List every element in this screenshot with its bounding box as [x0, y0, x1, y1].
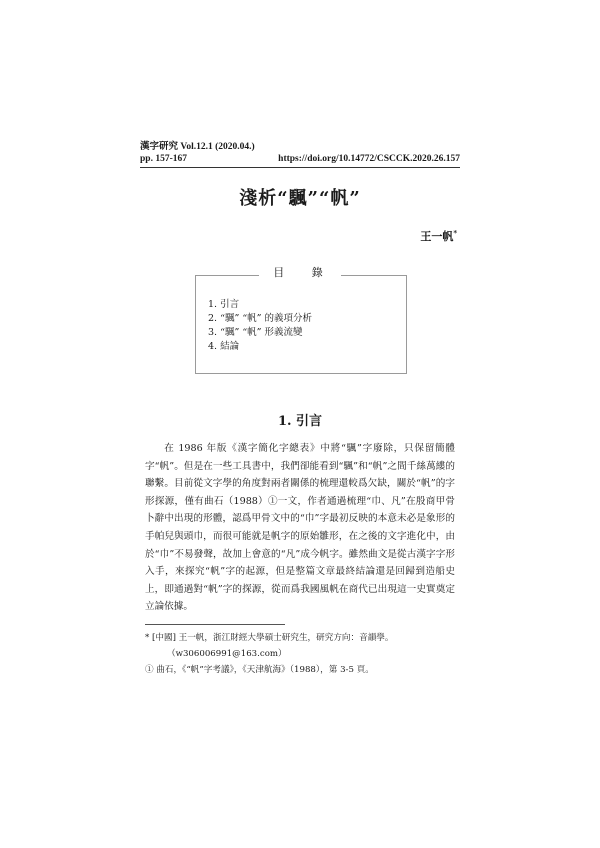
journal-name: 漢字研究 Vol.12.1 (2020.04.)	[140, 142, 255, 152]
author-footnote-mark: *	[453, 228, 457, 238]
toc-heading: 目 錄	[0, 264, 600, 280]
author	[420, 228, 457, 244]
journal-header	[140, 141, 460, 165]
page-range: pp. 157-167	[140, 154, 187, 164]
body-text	[145, 440, 455, 616]
footnotes	[145, 630, 460, 678]
author-name: 王一帆	[420, 230, 454, 243]
toc-item[interactable]: 4. 結論	[208, 341, 240, 352]
section-heading: 1. 引言	[277, 414, 323, 429]
footnote-rule	[145, 624, 285, 625]
paper-title: 淺析“颿”“帆”	[239, 188, 361, 209]
author-note: * [中國] 王一帆，浙江財經大學碩士研究生，研究方向：音韻學。	[145, 633, 394, 643]
header-rule	[140, 167, 460, 168]
author-email[interactable]: （w306006991@163.com）	[167, 649, 287, 659]
body-paragraph: 在 1986 年版《漢字簡化字總表》中將“颿”字廢除，只保留簡體字“帆”。但是在一些工具書中，我們卻能看到“颿”和“帆”之間千絲萬縷的聯繫。目前從文字學的角度對兩者關係的梳理還較爲欠缺，關於“帆”的字形探源，僅有曲石（1988）①一文，作者通過梳理“巾、凡”在殷商甲骨卜辭中出現的形體，認爲甲骨文中的“巾”字最初反映的本意未必是象形的手帕兒與頭巾，而很可能就是帆字的原始雛形，在之後的文字進化中，由於“巾”不易發聲，故加上會意的“凡”成今帆字。雖然曲文是從古漢字字形入手，來探究“帆”字的起源，但是整篇文章最終結論還是回歸到造船史上，即通過對“帆”字的探源，從而爲我國風帆在商代已出現這一史實奠定立論依據。	[145, 443, 455, 613]
toc-list	[208, 298, 312, 354]
toc-item[interactable]: 2. “颿” “帆” 的義項分析	[208, 313, 313, 324]
doi-link[interactable]: https://doi.org/10.14772/CSCCK.2020.26.157	[278, 154, 460, 164]
toc-item[interactable]: 3. “颿” “帆” 形義流變	[208, 327, 303, 338]
toc-item[interactable]: 1. 引言	[208, 299, 240, 310]
reference-footnote: ① 曲石，《“帆”字考議》，《天津航海》（1988），第 3-5 頁。	[145, 665, 374, 675]
